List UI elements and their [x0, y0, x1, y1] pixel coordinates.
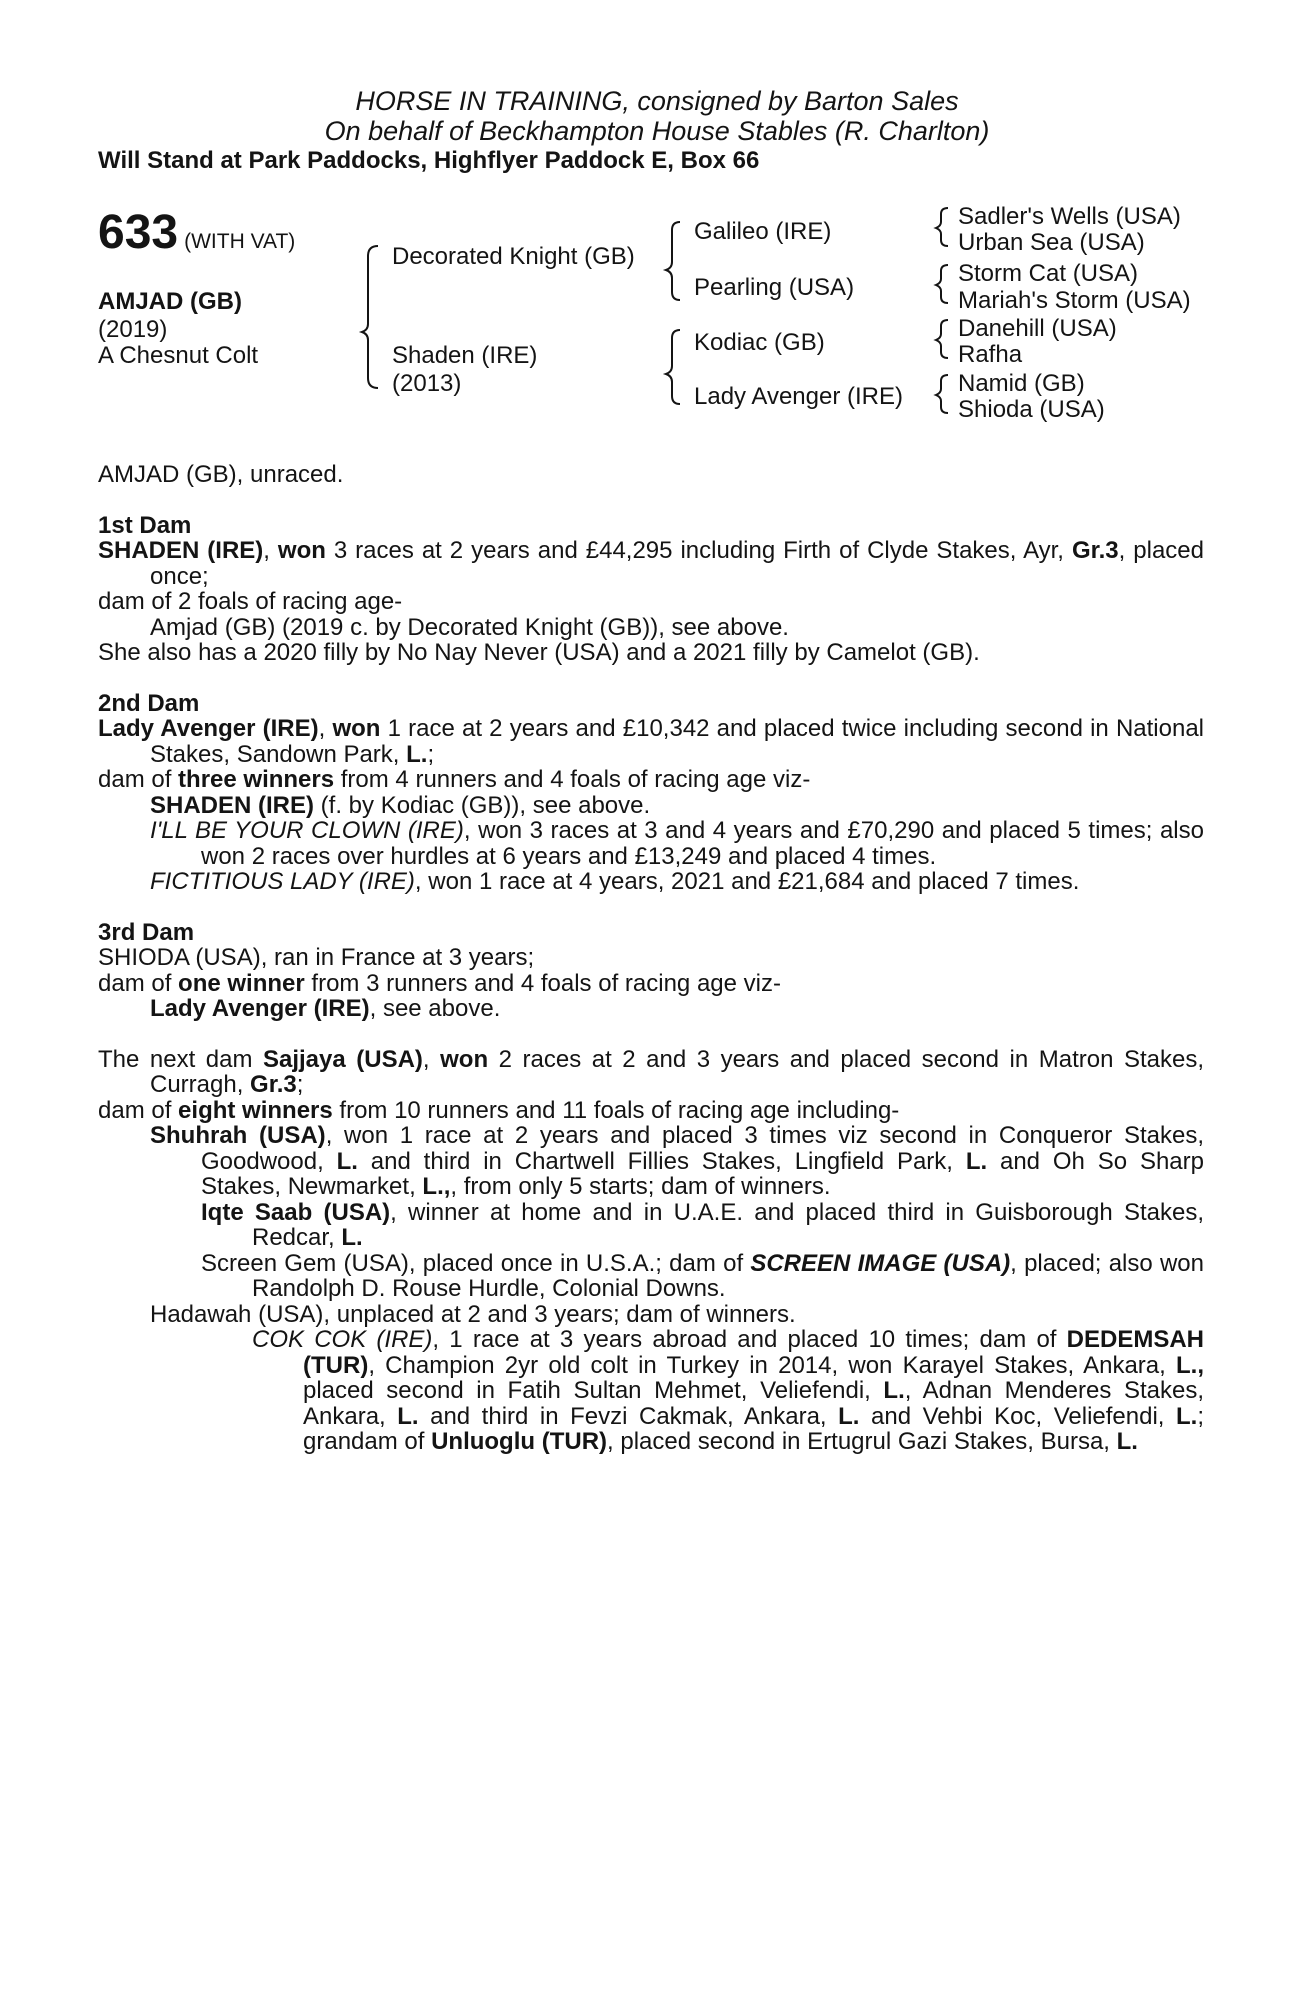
first-dam-title: 1st Dam [98, 511, 192, 539]
second-dam-progeny-2: I'LL BE YOUR CLOWN (IRE), won 3 races at 3 and 4 years and £70,290 and placed 5 times; also won 2 races over hurdles at 6 years and £13,249 and placed 4 times. [150, 817, 1204, 870]
progeny-cok-cok: COK COK (IRE), 1 race at 3 years abroad and placed 10 times; dam of DEDEMSAH (TUR), Champion 2yr old colt in Turkey in 2014, won Karayel Stakes, Ankara, L., placed second in Fatih Sultan Mehmet, Veliefendi, L., Adnan Menderes Stakes, Ankara, L. and third in Fevzi Cakmak, Ankara, L. and Vehbi Koc, Veliefendi, L.; grandam of Unluoglu (TUR), placed second in Ertugrul Gazi Stakes, Bursa, L. [252, 1326, 1205, 1455]
ggp-6: Rafha [958, 341, 1023, 368]
next-dam-record: The next dam Sajjaya (USA), won 2 races at 2 and 3 years and placed second in Matron Stakes, Curragh, Gr.3; [98, 1045, 1204, 1098]
ggp-8: Shioda (USA) [958, 396, 1105, 423]
sire-dam-name: Pearling (USA) [694, 274, 855, 301]
horse-description: A Chesnut Colt [98, 342, 259, 369]
second-dam-progeny-3: FICTITIOUS LADY (IRE), won 1 race at 4 years, 2021 and £21,684 and placed 7 times. [150, 868, 1080, 895]
dam-sire-name: Kodiac (GB) [694, 329, 825, 356]
sire-sire-name: Galileo (IRE) [694, 218, 832, 245]
second-dam-progeny-1: SHADEN (IRE) (f. by Kodiac (GB)), see above. [150, 791, 651, 819]
stand-location-line: Will Stand at Park Paddocks, Highflyer Paddock E, Box 66 [98, 147, 760, 174]
consignor-line: HORSE IN TRAINING, consigned by Barton Sales [355, 86, 959, 116]
vat-note: (WITH VAT) [184, 230, 296, 253]
third-dam-progeny-1: Lady Avenger (IRE), see above. [150, 995, 501, 1022]
third-dam-winners: dam of one winner from 3 runners and 4 foals of racing age viz- [98, 969, 781, 997]
second-dam-record: Lady Avenger (IRE), won 1 race at 2 years and £10,342 and placed twice including second in National Stakes, Sandown Park, L.; [98, 715, 1204, 768]
ggp-2: Urban Sea (USA) [958, 229, 1145, 256]
progeny-iqte-saab: Iqte Saab (USA), winner at home and in U.A.E. and placed third in Guisborough Stakes, Redcar, L. [201, 1198, 1204, 1251]
progeny-hadawah: Hadawah (USA), unplaced at 2 and 3 years; dam of winners. [150, 1300, 796, 1328]
first-dam-foals: dam of 2 foals of racing age- [98, 588, 403, 615]
dam-dam-name: Lady Avenger (IRE) [694, 383, 904, 410]
lot-number: 633 [98, 206, 179, 259]
second-dam-winners: dam of three winners from 4 runners and 4 foals of racing age viz- [98, 766, 811, 793]
horse-name: AMJAD (GB) [98, 288, 242, 315]
race-summary: AMJAD (GB), unraced. [98, 461, 344, 488]
sire-name: Decorated Knight (GB) [392, 243, 635, 270]
progeny-shuhrah: Shuhrah (USA), won 1 race at 2 years and placed 3 times viz second in Conqueror Stakes, Goodwood, L. and third in Chartwell Fillies Stakes, Lingfield Park, L. and Oh So Sharp Stakes, Newmarket, L.,, from only 5 starts; dam of winners. [150, 1122, 1204, 1200]
first-dam-progeny: Amjad (GB) (2019 c. by Decorated Knight (GB)), see above. [150, 613, 789, 641]
ggp-3: Storm Cat (USA) [958, 260, 1139, 287]
third-dam-record: SHIODA (USA), ran in France at 3 years; [98, 944, 535, 971]
ggp-7: Namid (GB) [958, 370, 1085, 397]
horse-year: (2019) [98, 316, 168, 343]
dam-name: Shaden (IRE) [392, 342, 538, 369]
next-dam-winners: dam of eight winners from 10 runners and 11 foals of racing age including- [98, 1096, 900, 1124]
on-behalf-line: On behalf of Beckhampton House Stables (R. Charlton) [324, 116, 990, 146]
second-dam-title: 2nd Dam [98, 689, 200, 717]
progeny-screen-gem: Screen Gem (USA), placed once in U.S.A.; dam of SCREEN IMAGE (USA), placed; also won Randolph D. Rouse Hurdle, Colonial Downs. [201, 1249, 1204, 1302]
third-dam-title: 3rd Dam [98, 918, 195, 946]
ggp-1: Sadler's Wells (USA) [958, 203, 1181, 230]
first-dam-note: She also has a 2020 filly by No Nay Never (USA) and a 2021 filly by Camelot (GB). [98, 639, 980, 666]
dam-year: (2013) [392, 370, 462, 397]
ggp-5: Danehill (USA) [958, 315, 1117, 342]
catalogue-body [98, 462, 1204, 1455]
first-dam-record: SHADEN (IRE), won 3 races at 2 years and £44,295 including Firth of Clyde Stakes, Ayr, Gr.3, placed once; [98, 537, 1204, 590]
ggp-4: Mariah's Storm (USA) [958, 287, 1191, 314]
